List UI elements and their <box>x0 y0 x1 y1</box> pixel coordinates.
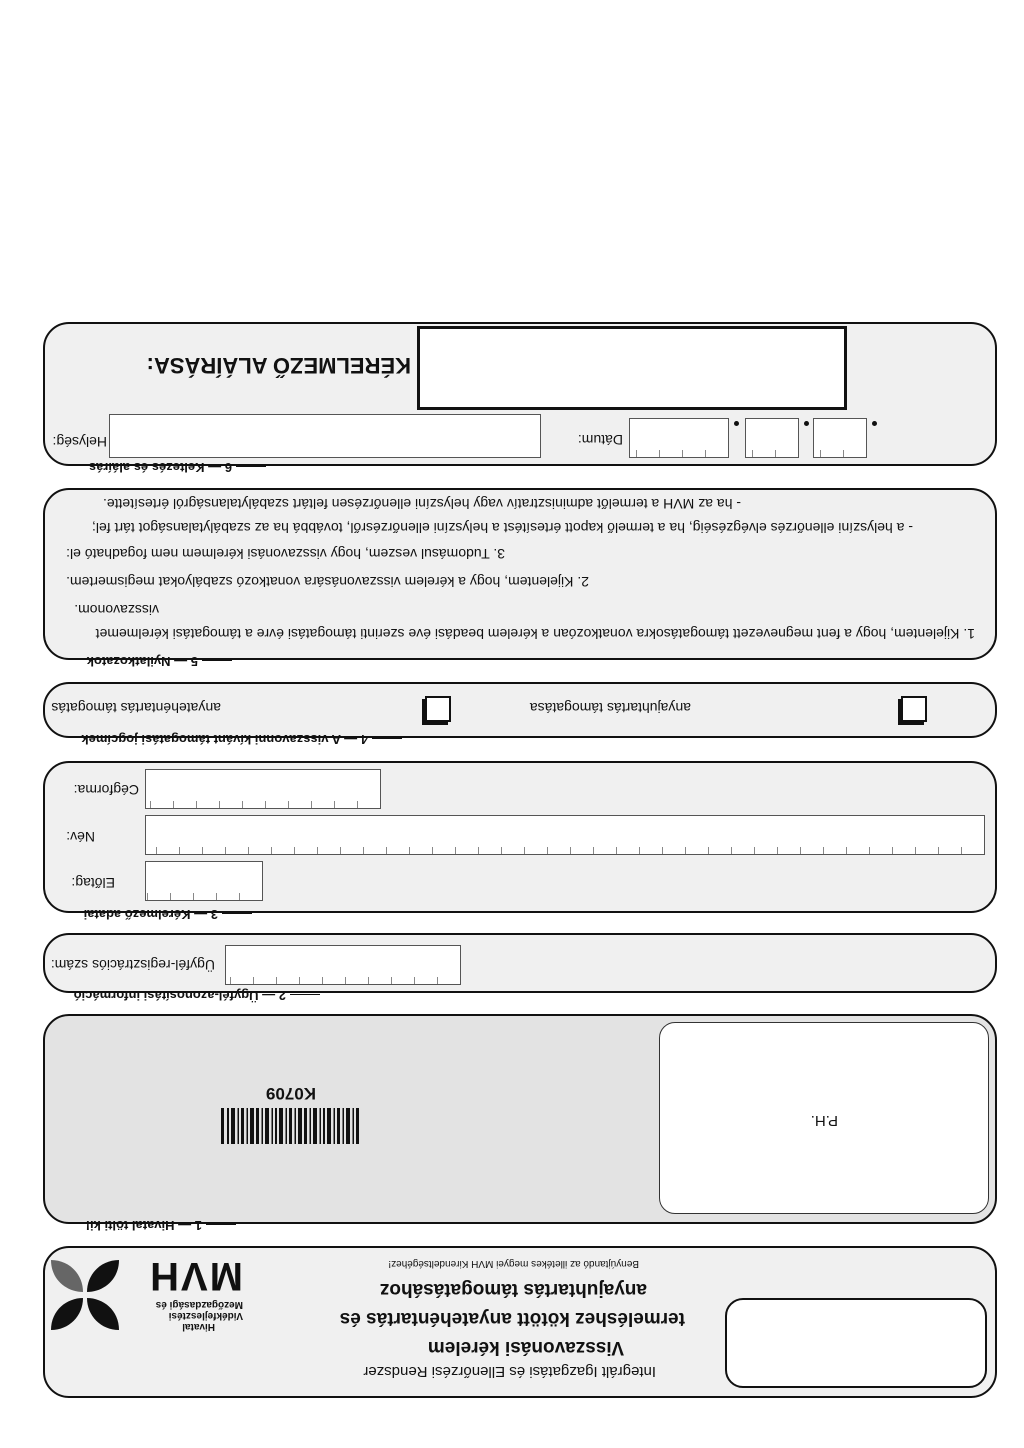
company-form-input[interactable] <box>145 769 381 809</box>
section-1-box <box>43 1014 997 1224</box>
declaration-1a: 1. Kijelentem, hogy a fent megnevezett támogatásokra vonatkozóan a kérelem beadási éve szerinti támogatási évre a támogatási kérelmemet <box>95 626 975 642</box>
declaration-3: 3. Tudomásul veszem, hogy visszavonási kérelmem nem fogadható el: <box>66 546 505 562</box>
date-separator-3 <box>872 421 877 426</box>
place-input[interactable] <box>109 414 541 458</box>
prefix-label: Előtag: <box>71 875 115 891</box>
section-3-legend: 3 — Kérelmező adatai <box>80 907 256 922</box>
signature-label: KÉRELMEZŐ ALÁÍRÁSA: <box>146 353 411 378</box>
form-subtitle-1: termeléshez kötött anyatehéntartás és <box>339 1308 685 1329</box>
checkbox-anyajuh[interactable] <box>901 696 927 722</box>
mvh-logo-mark <box>49 1258 121 1332</box>
date-year-input[interactable] <box>629 418 729 458</box>
logo-subtitle-3: Hivatal <box>182 1321 215 1332</box>
mvh-logo <box>47 1256 243 1332</box>
date-month-input[interactable] <box>745 418 799 458</box>
form-title: Visszavonási kérelem <box>427 1337 624 1358</box>
stamp-label: P.H. <box>810 1112 838 1129</box>
logo-subtitle-2: Vidékfejlesztési <box>168 1310 243 1321</box>
section-5-legend: 5 — Nyilatkozatok <box>83 654 236 669</box>
reference-box <box>725 1298 987 1388</box>
option-anyajuh-label: anyajuhtartás támogatása <box>529 700 691 716</box>
date-day-input[interactable] <box>813 418 867 458</box>
section-4-legend: 4 — A visszavonni kívánt támogatási jogcímek <box>77 732 406 747</box>
company-form-label: Cégforma: <box>73 782 139 798</box>
section-4-box <box>43 682 997 738</box>
form-subtitle-2: anyajuhtartás támogatásához <box>379 1279 647 1300</box>
barcode-code: K0709 <box>265 1084 316 1103</box>
declaration-3-bullet-2: - ha az MVH a termelőt adminisztratív vagy helyszíni ellenőrzésen feltárt szabálytalanságról értesítette. <box>102 496 741 512</box>
prefix-input[interactable] <box>145 861 263 901</box>
reg-number-label: Ügyfél-regisztrációs szám: <box>50 957 215 973</box>
section-3-box <box>43 761 997 913</box>
name-label: Név: <box>66 829 95 845</box>
signature-field[interactable] <box>417 326 847 410</box>
date-label: Dátum: <box>577 432 623 448</box>
header-box <box>43 1246 997 1398</box>
submit-note: Benyújtandó az illetékes megyei MVH Kirendeltségéhez! <box>388 1258 639 1269</box>
checkbox-anyatehen[interactable] <box>425 696 451 722</box>
section-1-legend: 1 — Hivatal tölti ki! <box>82 1218 240 1233</box>
declaration-1b: visszavonom. <box>74 602 159 618</box>
section-6-box <box>43 322 997 466</box>
section-5-box <box>43 488 997 660</box>
name-input[interactable] <box>145 815 985 855</box>
section-6-legend: 6 — Keltezés és aláírás <box>85 460 270 475</box>
barcode <box>219 1108 359 1144</box>
reg-number-input[interactable] <box>225 945 461 985</box>
date-separator-2 <box>804 421 809 426</box>
logo-text: MVH <box>148 1254 243 1298</box>
system-name: Integrált Igazgatási és Ellenőrzési Rendszer <box>363 1363 656 1380</box>
logo-subtitle-1: Mezőgazdasági és <box>155 1299 243 1310</box>
section-2-legend: 2 — Ügyfél-azonosítási információ <box>70 988 324 1003</box>
place-label: Helység: <box>52 434 107 450</box>
declaration-2: 2. Kijelentem, hogy a kérelem visszavonására vonatkozó szabályokat megismertem. <box>66 574 589 590</box>
option-anyatehen-label: anyatehéntartás támogatás <box>51 700 221 716</box>
declaration-3-bullet-1: - a helyszíni ellenőrzés elvégzéséig, ha a termelő kapott értesítést a helyszíni ellenőrzésről, továbbá ha az szabálytalanságot tárt fel; <box>91 520 913 536</box>
stamp-area <box>659 1022 989 1214</box>
date-separator-1 <box>734 421 739 426</box>
section-2-box <box>43 933 997 993</box>
